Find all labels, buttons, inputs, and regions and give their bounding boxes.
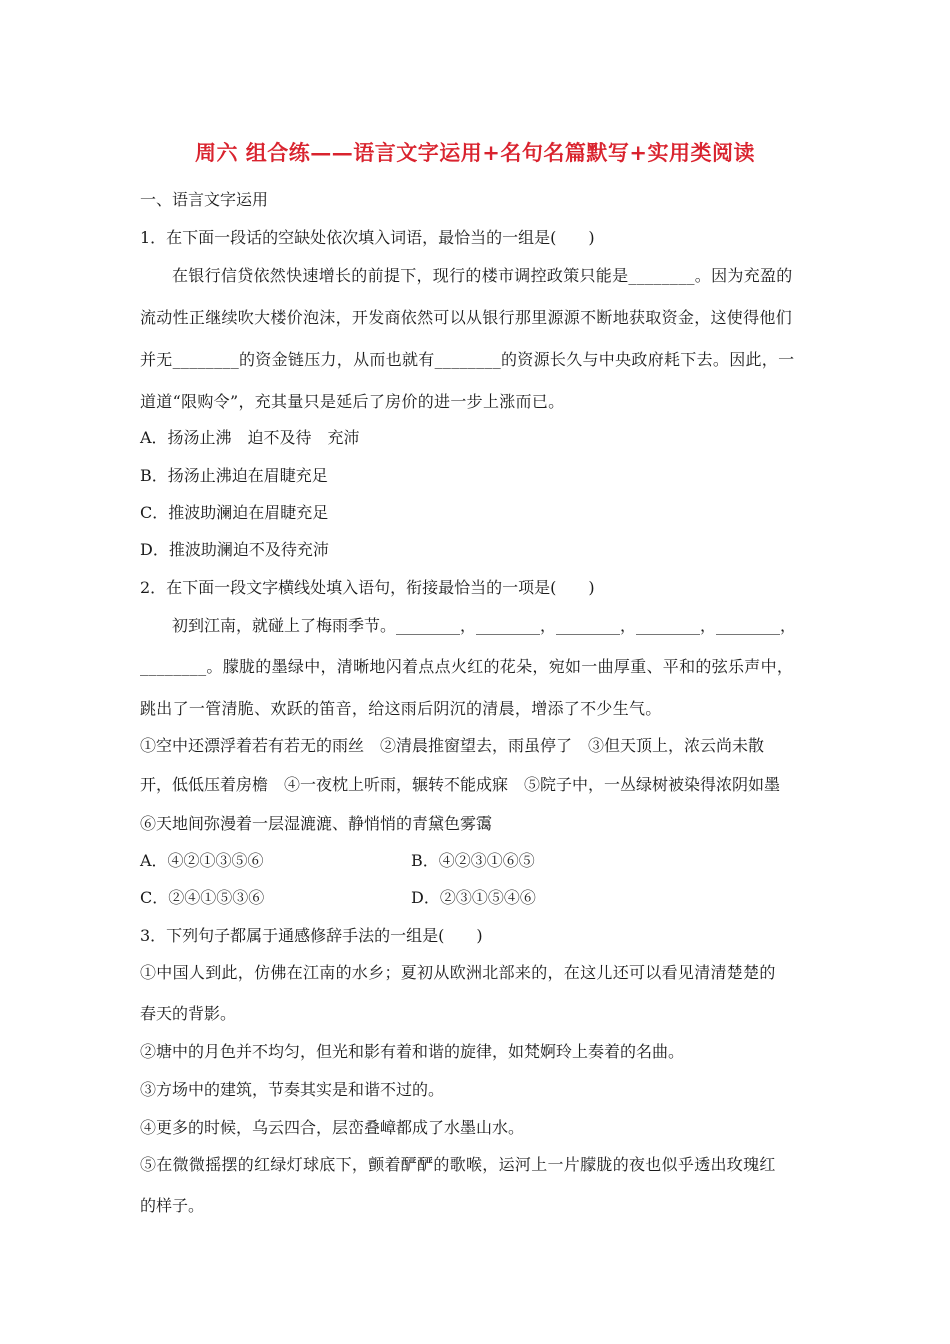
- question-3-stem: 3．下列句子都属于通感修辞手法的一组是( ): [140, 926, 483, 945]
- q2-item-line: 开，低低压着房檐 ④一夜枕上听雨，辗转不能成寐 ⑤院子中，一丛绿树被染得浓阴如墨: [140, 775, 781, 794]
- page-title: 周六 组合练——语言文字运用+名句名篇默写+实用类阅读: [194, 140, 755, 165]
- q3-sentence-line: ④更多的时候，乌云四合，层峦叠嶂都成了水墨山水。: [140, 1118, 525, 1137]
- q1-option-c: C．推波助澜迫在眉睫充足: [140, 503, 329, 522]
- q2-option-a: A．④②①③⑤⑥: [140, 851, 264, 870]
- q2-item-line: ⑥天地间弥漫着一层湿漉漉、静悄悄的青黛色雾霭: [140, 814, 493, 833]
- q2-passage-line: 跳出了一管清脆、欢跃的笛音，给这雨后阴沉的清晨，增添了不少生气。: [140, 699, 662, 718]
- q1-passage-line: 在银行信贷依然快速增长的前提下，现行的楼市调控政策只能是________。因为充盈的: [172, 266, 793, 285]
- q3-sentence-line: 春天的背影。: [140, 1004, 237, 1023]
- q2-item-line: ①空中还漂浮着若有若无的雨丝 ②清晨推窗望去，雨虽停了 ③但天顶上，浓云尚未散: [140, 736, 765, 755]
- q3-sentence-line: ①中国人到此，仿佛在江南的水乡；夏初从欧洲北部来的，在这儿还可以看见清清楚楚的: [140, 963, 776, 982]
- q2-passage-line: ________。朦胧的墨绿中，清晰地闪着点点火红的花朵，宛如一曲厚重、平和的弦乐声中，: [140, 657, 794, 676]
- q2-option-b: B．④②③①⑥⑤: [411, 851, 535, 870]
- q1-option-a: A．扬汤止沸 迫不及待 充沛: [140, 428, 360, 447]
- q1-option-b: B．扬汤止沸迫在眉睫充足: [140, 466, 328, 485]
- q3-sentence-line: ②塘中的月色并不均匀，但光和影有着和谐的旋律，如梵婀玲上奏着的名曲。: [140, 1042, 685, 1061]
- question-2-stem: 2．在下面一段文字横线处填入语句，衔接最恰当的一项是( ): [140, 578, 595, 597]
- question-1-stem: 1．在下面一段话的空缺处依次填入词语，最恰当的一组是( ): [140, 228, 595, 247]
- q3-sentence-line: ⑤在微微摇摆的红绿灯球底下，颤着酽酽的歌喉，运河上一片朦胧的夜也似乎透出玫瑰红: [140, 1155, 776, 1174]
- q1-passage-line: 道道“限购令”，充其量只是延后了房价的进一步上涨而已。: [140, 392, 565, 411]
- q1-passage-line: 流动性正继续吹大楼价泡沫，开发商依然可以从银行那里源源不断地获取资金，这使得他们: [140, 308, 793, 327]
- q2-passage-line: 初到江南，就碰上了梅雨季节。________，________，________，________，________，: [172, 616, 797, 635]
- q1-passage-line: 并无________的资金链压力，从而也就有________的资源长久与中央政府耗下去。因此，一: [140, 350, 795, 369]
- section-heading: 一、语言文字运用: [140, 190, 269, 209]
- q2-option-c: C．②④①⑤③⑥: [140, 888, 265, 907]
- q1-option-d: D．推波助澜迫不及待充沛: [140, 540, 329, 559]
- q2-option-d: D．②③①⑤④⑥: [411, 888, 536, 907]
- q3-sentence-line: 的样子。: [140, 1196, 205, 1215]
- q3-sentence-line: ③方场中的建筑，节奏其实是和谐不过的。: [140, 1080, 445, 1099]
